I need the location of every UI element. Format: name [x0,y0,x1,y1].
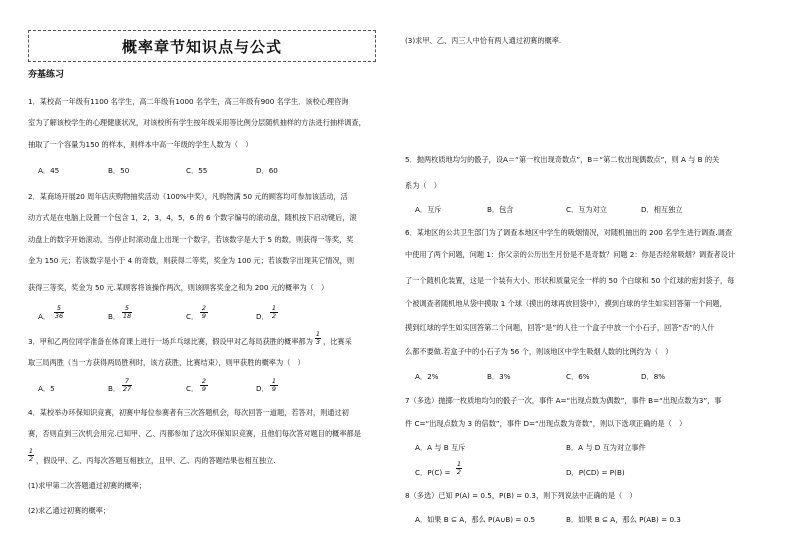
q1-line-1: 1．某校高一年级有1100 名学生，高二年级有1000 名学生，高三年级有900 名学生．该校心理咨询 [28,97,349,106]
section-heading: 夯基练习 [28,70,65,80]
q3-line-1-end: ，比赛采 [323,337,352,346]
q4-sub-2: (2)求乙通过初赛的概率； [28,506,111,515]
q6-option-b: B．3% [487,372,511,381]
q7-option-a: A．A 与 B 互斥 [415,443,466,452]
q4-line-2: 赛，否则直到三次机会用完.已知甲、乙、丙都参加了这次环保知识竞赛，且他们每次答对题目的概率都是 [28,429,361,438]
q2-line-4: 金为 150 元；若该数字是小于 4 的奇数，则获得二等奖，奖金为 100 元；若该数字出现其它情况，则 [28,256,355,265]
q6-line-4: 个被调查者随机地从袋中摸取 1 个球（摸出的球再放回袋中），摸到白球的学生如实回答第一个问题， [405,299,727,308]
q8-option-b: B．如果 B ⊆ A，那么 P(AB) = 0.3 [566,515,681,524]
q7-line-2: 件 C=“出现点数为 3 的倍数”，事件 D=“出现点数为奇数”，则以下选项正确的是（ ） [405,419,687,428]
q4-sub-3: (3)求甲、乙、丙三人中恰有两人通过初赛的概率. [405,36,562,45]
q7-option-c: C．P(C) = [415,468,451,477]
q3-option-a: A．5 [38,384,55,393]
q7-line-1: 7（多选）抛掷一枚质地均匀的骰子一次，事件 A=“出现点数为偶数”，事件 B=“出现点数为3”，事 [405,396,722,405]
q2-option-b-fraction: $\frac{5}{18}$ [122,304,132,320]
q1-option-b: B．50 [108,166,130,175]
q4-line-1: 4．某校举办环保知识竞赛，初赛中每位参赛者有三次答题机会，每次回答一道题，若答对，则通过初 [28,408,349,417]
q4-line-3: ，假设甲、乙、丙每次答题互相独立，且甲、乙、丙的答题结果也相互独立. [36,456,276,465]
q6-line-6: 么都不要做.若盒子中的小石子为 56 个，则该地区中学生吸烟人数的比例约为（ ） [405,347,673,356]
q2-option-d-fraction: $\frac{1}{2}$ [271,304,277,320]
q8-line-1: 8（多选）已知 P(A) = 0.5，P(B) = 0.3，则下列说法中正确的是（ ） [405,491,637,500]
q6-line-1: 6．某地区的公共卫生部门为了调查本地区中学生的吸烟情况，对随机抽出的 200 名学生进行调查.调查 [405,228,733,237]
q6-option-a: A．2% [415,372,439,381]
q5-option-b: B．包含 [487,205,514,214]
q2-option-c: C． [186,312,199,321]
q3-option-b-fraction: $\frac{7}{27}$ [122,377,132,393]
q2-option-c-fraction: $\frac{2}{9}$ [201,304,207,320]
q3-option-d-fraction: $\frac{1}{9}$ [271,377,277,393]
q4-sub-1: (1)求甲第二次答题通过初赛的概率； [28,481,146,490]
q5-option-c: C．互为对立 [566,205,607,214]
title-box [28,30,376,62]
q5-option-a: A．互斥 [415,205,442,214]
q6-option-c: C．6% [566,372,590,381]
q1-option-a: A．45 [38,166,60,175]
q1-line-3: 抽取了一个容量为150 的样本，则样本中高一年级的学生人数为（ ） [28,140,253,149]
q3-option-b: B． [108,384,121,393]
q4-probability-fraction: $\frac{1}{2}$ [28,447,34,463]
q3-line-2: 取三局两胜（当一方获得两局胜利时，该方获胜，比赛结束），则甲获胜的概率为（ ） [28,358,305,367]
q7-option-d: D．P(CD) = P(B) [566,468,625,477]
q3-line-1: 3．甲和乙两位同学准备在体育课上进行一场乒乓球比赛，假设甲对乙每局获胜的概率都为 [28,337,313,346]
q6-line-3: 了一个随机化装置，这是一个装有大小、形状和质量完全一样的 50 个白球和 50 个红球的密封袋子，每 [405,276,735,285]
q6-line-5: 摸到红球的学生如实回答第二个问题，回答“是”的人往一个盒子中放一个小石子，回答“否”的人什 [405,323,715,332]
q7-option-b: B．A 与 D 互为对立事件 [566,443,646,452]
page-title: 概率章节知识点与公式 [121,38,282,56]
q5-option-d: D．相互独立 [641,205,683,214]
q1-option-d: D．60 [256,166,278,175]
q3-option-d: D． [256,384,269,393]
q6-line-2: 中使用了两个问题，问题 1：你父亲的公历出生月份是不是奇数？问题 2：你是否经常吸烟？调查者设计 [405,250,735,259]
q3-option-c: C． [186,384,199,393]
q2-line-1: 2．某商场开展20 周年店庆购物抽奖活动（100%中奖），凡购物满 50 元的顾客均可参加该活动，活 [28,192,348,201]
q2-option-a-fraction: $\frac{5}{36}$ [54,304,64,320]
q2-line-2: 动方式是在电脑上设置一个包含 1，2，3，4，5，6 的 6 个数字编号的滚动盘，随机按下启动键后，滚 [28,213,357,222]
q2-option-a: A． [38,312,51,321]
q8-option-a: A．如果 B ⊆ A，那么 P(A∪B) = 0.5 [415,515,536,524]
q3-probability-fraction: $\frac{1}{3}$ [315,330,321,346]
q7-option-c-fraction: $\frac{1}{2}$ [456,460,462,476]
q1-line-2: 室为了解该校学生的心理健康状况，对该校所有学生按年级采用等比例分层随机抽样的方法进行抽样调查， [28,118,366,127]
q6-option-d: D．8% [641,372,666,381]
q2-line-3: 动盘上的数字开始滚动，当停止时滚动盘上出现一个数字，若该数字是大于 5 的数，则获得一等奖，奖 [28,235,354,244]
q2-option-b: B． [108,312,121,321]
q2-option-d: D． [256,312,269,321]
q1-option-c: C．55 [186,166,208,175]
q2-line-5: 获得三等奖，奖金为 50 元.某顾客将该操作两次，则该顾客奖金之和为 200 元的概率为（ ） [28,283,329,292]
q5-line-2: 系为（ ） [405,181,441,190]
q5-line-1: 5．抛两枚质地均匀的骰子，设A＝“第一枚出现奇数点”，B＝“第二枚出现偶数点”，则 A 与 B 的关 [405,155,720,164]
q3-option-c-fraction: $\frac{2}{9}$ [201,377,207,393]
